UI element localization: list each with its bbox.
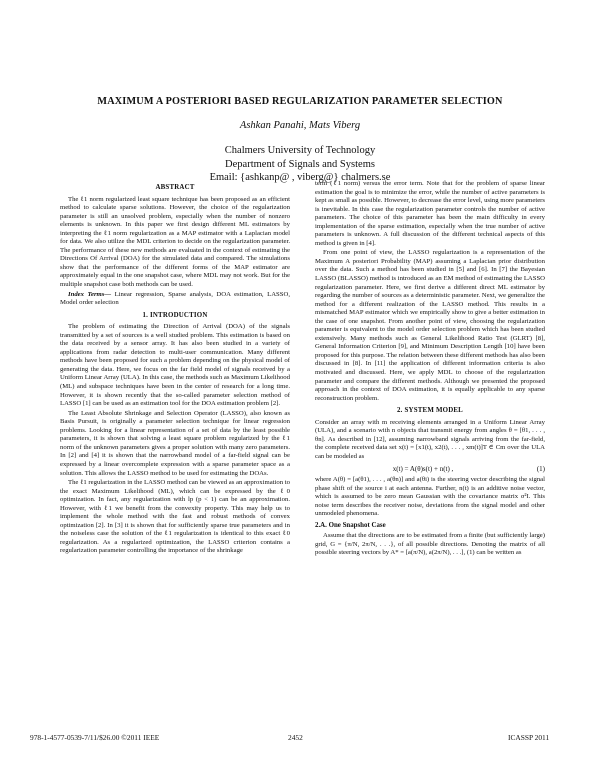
abstract-heading: ABSTRACT bbox=[155, 184, 195, 191]
index-terms-label: Index Terms— bbox=[68, 290, 112, 298]
paper-authors: Ashkan Panahi, Mats Viberg bbox=[239, 120, 361, 131]
intro-paragraph: The Least Absolute Shrinkage and Selection Operator (LASSO), also known as Basis Pursuit, is originally a parameter selection technique for linear regression problems. Looking for a linear representation of a set of data by the least possible parameters, it is shown that solving a least square problem regularized by the ℓ1 norm of the unknown parameters gives a proper solution with many zero parameters. In [2] and [4] it is shown that the narrowband model of a far-field signal can be expressed by a linear overcomplete expression with a sparse parameter space as a solution. This allows the LASSO method to be used for estimating the DOAs. bbox=[60, 409, 290, 477]
paper-affiliation bbox=[40, 144, 560, 185]
footer-conference: ICASSP 2011 bbox=[508, 733, 550, 742]
equation-number: (1) bbox=[536, 464, 545, 473]
affiliation-line: Chalmers University of Technology bbox=[224, 145, 376, 156]
footer-isbn: 978-1-4577-0539-7/11/$26.00 ©2011 IEEE bbox=[30, 733, 160, 742]
body-paragraph: term (ℓ1 norm) versus the error term. Note that for the problem of sparse linear estimation the goal is to minimize the error, while the number of active parameters is kept as small as possible. However, to decrease the error level, using more parameters is inevitable. In this case the regularization parameter controls the number of active parameters. The choice of this parameter has been the main difficulty in every implementation of the sparse estimation, especially when the true number of active parameters is unknown. A full discussion of the different technical aspects of this method is given in [4]. bbox=[315, 180, 545, 247]
intro-paragraph: The ℓ1 regularization in the LASSO method can be viewed as an approximation to the exact Maximum Likelihood (ML), which can be expressed by the ℓ0 optimization. In fact, any regularization with lp (p < 1) can be an approximation. However, with ℓ1 we benefit from the convexity property. This may help us to implement the whole method with the fast and robust methods of convex optimization [2]. In [3] it is shown that for sufficiently sparse true parameters and in the noiseless case the solution of the ℓ1 regularization is identical to this exact ℓ0 regularization. As a regularized optimization, the LASSO criterion contains a regularization parameter controlling the importance of the shrinkage bbox=[60, 479, 290, 555]
equation-1 bbox=[315, 465, 545, 474]
intro-heading: 1. INTRODUCTION bbox=[142, 311, 208, 319]
one-snapshot-text: Assume that the directions are to be estimated from a finite (but sufficiently large) grid, G = {π/N, 2π/N, . . .}, of all possible directions. Denoting the matrix of all possible steering vectors by A* = [a(π/N), a(2π/N), . . .], (1) can be written as bbox=[315, 532, 545, 557]
body-paragraph: From one point of view, the LASSO regularization is a representation of the Maximum A posteriori Probability (MAP) assuming a Laplacian prior distribution over the data. Such a method has been studied in [5] and [6]. In [7] the Bayesian LASSO (BLASSO) method is introduced as an EM method of estimating the LASSO regularization parameter. Here, we first derive a different direct ML estimator by regarding the number of sources as a deterministic parameter. Next, we generalize the method for a different realization of the LASSO method. This results in a mismatched MAP estimator which we empirically show to give a better estimation in the case of one snapshot. From another point of view, choosing the regularization parameter is equivalent to the model order selection problem which has been studied extensively. Many methods such as General Likelihood Ratio Test (GLRT) [8], General Information Criterion [9], and Minimum Description Length [10] have been proposed for this purpose. The relation between these different methods has also been discussed in [8]. In [11] the application of different information criteria is also motivated and discussed. Here, we apply MDL to choose of the regularization parameter and compare the different methods. Although we presented the proposed approach in the context of DOA estimation, it is equally applicable to any sparse reconstruction problem. bbox=[315, 249, 545, 402]
affiliation-email: Email: {ashkanp@ , viberg@} chalmers.se bbox=[209, 172, 391, 183]
system-model-text: where A(θ) = [a(θ1), . . . , a(θn)] and a(θi) is the steering vector describing the signal phase shift of the source i at each antenna. Further, n(t) is an additive noise vector, which is assumed to be zero mean Gaussian with the covariance matrix σ²I. This noise term describes the receiver noise, deviations from the signal model and other unmodeled phenomena. bbox=[315, 476, 545, 518]
affiliation-line: Department of Signals and Systems bbox=[225, 158, 375, 170]
one-snapshot-heading: 2.A. One Snapshot Case bbox=[315, 521, 386, 529]
system-model-heading: 2. SYSTEM MODEL bbox=[397, 407, 463, 415]
paper-title: MAXIMUM A POSTERIORI BASED REGULARIZATION PARAMETER SELECTION bbox=[97, 96, 503, 107]
system-model-text: Consider an array with m receiving elements arranged in a Uniform Linear Array (ULA), and a scenario with n objects that transmit energy from angles θ = [θ1, . . . , θn]. As described in [12], assuming narrowband signals arriving from the far-field, the complete received data set x(t) = [x1(t), x2(t), . . . , xm(t)]T ∈ Cm over the ULA can be modeled as bbox=[315, 418, 545, 460]
right-column bbox=[315, 180, 545, 559]
intro-paragraph: The problem of estimating the Direction of Arrival (DOA) of the signals transmitted by a set of sources is a well studied problem. This estimation is based on the data received by a sensor array. It has also been studied in a variety of applications from radar detection to multi-user communication. Many different methods have been proposed for such a problem depending on the physical model of generating the data. Here, we focus on the far field model of signals received by a Uniform Linear Array (ULA). In this case, the methods such as Maximum Likelihood (ML) and subspace techniques have been in the center of research for a long time. However, it is shown recently that the so-called parameter selection method of LASSO [1] can be used as an estimation tool for the DOA estimation problem [2]. bbox=[60, 323, 290, 408]
abstract-text: The ℓ1 norm regularized least square technique has been proposed as an efficient method to calculate sparse solutions. However, the choice of the regularization parameter is still an unsolved problem, especially when the number of nonzero elements is unknown. In this paper we first design different ML estimators by interpreting the ℓ1 norm regularization as a MAP estimator with a Laplacian model for data. We also utilize the MDL criterion to decide on the regularization parameter. The performance of these new methods are evaluated in the context of estimating the Directions Of Arrival (DOA) for the simulated data and compared. The simulations show that the performance of the different forms of the MAP estimator are approximately equal in the one snapshot case, where MDL may not work. But for the multiple snapshot case both methods can be used. bbox=[60, 195, 290, 289]
index-terms bbox=[60, 291, 290, 308]
left-column bbox=[60, 180, 290, 557]
index-terms-text: Linear regression, Sparse analysis, DOA estimation, LASSO, Model order selection bbox=[60, 290, 290, 307]
equation-body: x(t) = A(θ)s(t) + n(t) , bbox=[392, 464, 454, 473]
footer-page-number: 2452 bbox=[288, 733, 303, 742]
